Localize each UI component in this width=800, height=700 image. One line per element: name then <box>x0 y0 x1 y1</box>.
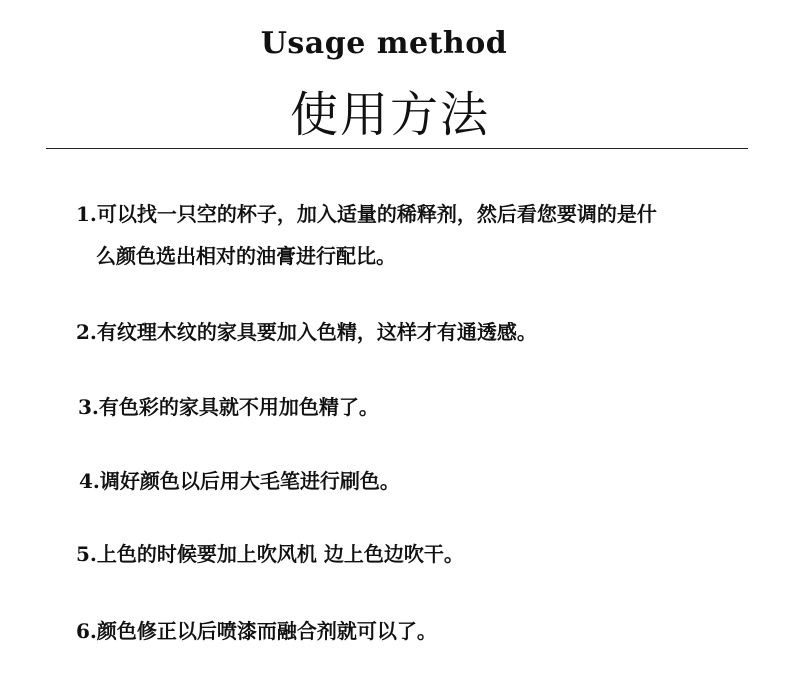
step-text-continuation: 么颜色选出相对的油膏进行配比。 <box>96 244 396 268</box>
step-item-1 <box>76 193 657 277</box>
step-text: 有色彩的家具就不用加色精了。 <box>98 395 379 419</box>
step-text: 上色的时候要加上吹风机 边上色边吹干。 <box>96 542 464 566</box>
step-number: 2. <box>76 320 97 344</box>
step-text: 调好颜色以后用大毛笔进行刷色。 <box>99 469 400 493</box>
step-number: 1. <box>76 202 97 226</box>
step-number: 5. <box>76 542 97 566</box>
step-text: 颜色修正以后喷漆而融合剂就可以了。 <box>96 619 437 643</box>
step-text: 有纹理木纹的家具要加入色精，这样才有通透感。 <box>96 320 537 344</box>
step-item-6 <box>76 610 437 652</box>
step-item-4 <box>79 460 400 502</box>
step-number: 6. <box>76 619 97 643</box>
step-item-3 <box>78 386 379 428</box>
step-number: 4. <box>79 469 100 493</box>
step-item-5 <box>76 533 464 575</box>
step-number: 3. <box>78 395 99 419</box>
page-title-chinese: 使用方法 <box>289 87 490 143</box>
step-text: 可以找一只空的杯子，加入适量的稀释剂，然后看您要调的是什 <box>96 202 657 226</box>
page-title-english: Usage method <box>260 26 508 61</box>
step-item-2 <box>76 311 537 353</box>
